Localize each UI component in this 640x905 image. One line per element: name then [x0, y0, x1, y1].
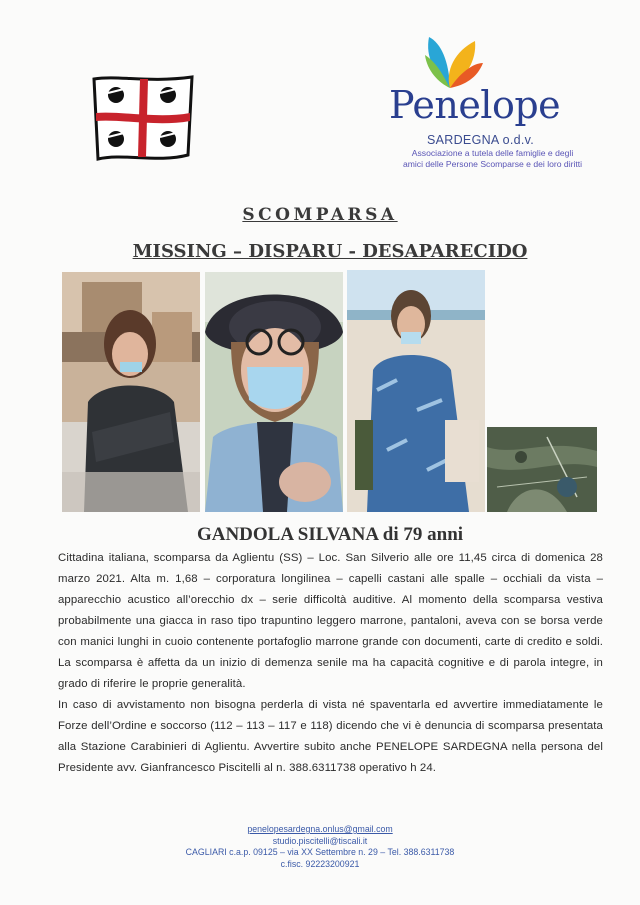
- logo-tagline: [385, 148, 600, 170]
- missing-person-name: GANDOLA SILVANA di 79 anni: [196, 524, 464, 545]
- penelope-logo: [385, 33, 600, 173]
- footer-address: CAGLIARI c.a.p. 09125 – via XX Settembre n. 29 – Tel. 388.6311738: [185, 847, 455, 857]
- sardinia-flag: [88, 73, 198, 165]
- footer-email-1[interactable]: penelopesardegna.onlus@gmail.com: [247, 824, 393, 834]
- logo-wordmark: Penelope: [389, 83, 561, 127]
- footer-fiscal-code: c.fisc. 92223200921: [280, 858, 360, 869]
- description-paragraph-1: Cittadina italiana, scomparsa da Aglientu (SS) – Loc. San Silverio alle ore 11,45 circa di domenica 28 marzo 2021. Alta m. 1,68 – corporatura longilinea – capelli castani alle spalle – occhiali da vista – apparecchio acustico all’orecchio dx – serie difficoltà auditive. Al momento della scomparsa vestiva probabilmente una giacca in raso tipo trapuntino leggero marrone, pantaloni, aveva con se borsa verde con manici lunghi in cuoio contenente portafoglio marrone grande con documenti, carte di credito e soldi. La scomparsa è affetta da un inizio di demenza senile ma ha capacità cognitive e di parola integre, in grado di riferire le proprie generalità.: [58, 552, 603, 690]
- page-title: SCOMPARSA: [242, 205, 398, 225]
- photo-closeup-hat: [205, 272, 343, 512]
- footer-email-2[interactable]: studio.piscitelli@tiscali.it: [272, 835, 368, 846]
- contact-footer: [0, 824, 640, 870]
- logo-tagline-line2: amici delle Persone Scomparse e dei loro diritti: [402, 159, 583, 169]
- photo-seated: [62, 272, 200, 512]
- page-subtitle: MISSING – DISPARU - DESAPARECIDO: [132, 241, 528, 262]
- description-text: [58, 548, 603, 779]
- photo-aerial-map: [487, 427, 597, 512]
- description-paragraph-2: In caso di avvistamento non bisogna perderla di vista né spaventarla ed avvertire immediatamente le Forze dell’Ordine e soccorso (112 – 113 – 117 e 118) dicendo che vi è denuncia di scomparsa presentata alla Stazione Carabinieri di Aglientu. Avvertire subito anche PENELOPE SARDEGNA nella persona del Presidente avv. Gianfrancesco Piscitelli al n. 388.6311738 operativo h 24.: [58, 699, 603, 774]
- photo-beach: [347, 270, 485, 512]
- logo-tagline-line1: Associazione a tutela delle famiglie e degli: [411, 148, 574, 158]
- logo-region: SARDEGNA o.d.v.: [427, 133, 535, 147]
